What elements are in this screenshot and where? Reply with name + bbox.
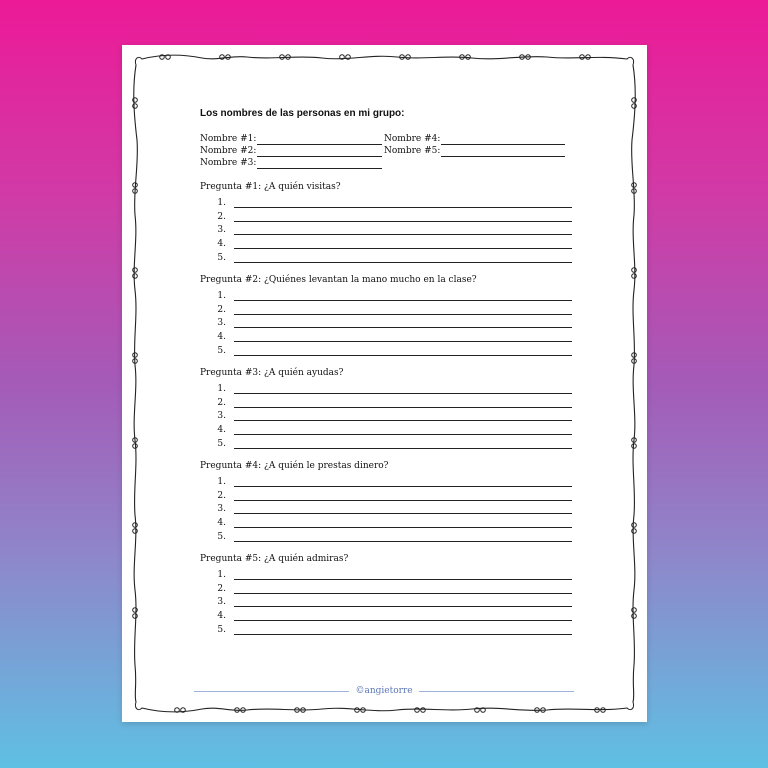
answer-number: 5. xyxy=(217,624,226,635)
answer-row[interactable] xyxy=(214,208,572,222)
answer-blank[interactable] xyxy=(234,399,572,408)
answer-list xyxy=(200,380,572,449)
answer-blank[interactable] xyxy=(234,213,572,222)
answer-blank[interactable] xyxy=(234,426,572,435)
answer-blank[interactable] xyxy=(234,226,572,235)
questions-list xyxy=(200,181,572,635)
answer-blank[interactable] xyxy=(234,254,572,263)
answer-number: 2. xyxy=(217,211,226,222)
answer-list xyxy=(200,566,572,635)
question-label: Pregunta #5: ¿A quién admiras? xyxy=(200,553,349,564)
answer-row[interactable] xyxy=(214,328,572,342)
name-blank[interactable] xyxy=(257,135,382,145)
answer-blank[interactable] xyxy=(234,240,572,249)
answer-row[interactable] xyxy=(214,594,572,608)
answer-number: 2. xyxy=(217,397,226,408)
name-label: Nombre #3: xyxy=(200,158,257,168)
answer-row[interactable] xyxy=(214,580,572,594)
answer-row[interactable] xyxy=(214,380,572,394)
name-blank[interactable] xyxy=(441,135,565,145)
page-title: Los nombres de las personas en mi grupo: xyxy=(200,108,405,119)
answer-blank[interactable] xyxy=(234,571,572,580)
answer-blank[interactable] xyxy=(234,347,572,356)
question-block-5 xyxy=(200,553,572,635)
question-block-1 xyxy=(200,181,572,263)
answer-blank[interactable] xyxy=(234,199,572,208)
question-label: Pregunta #4: ¿A quién le prestas dinero? xyxy=(200,460,389,471)
question-block-4 xyxy=(200,460,572,542)
answer-row[interactable] xyxy=(214,342,572,356)
answer-blank[interactable] xyxy=(234,385,572,394)
answer-blank[interactable] xyxy=(234,333,572,342)
answer-blank[interactable] xyxy=(234,319,572,328)
name-blank[interactable] xyxy=(441,147,565,157)
copyright-text: ©angietorre xyxy=(355,686,413,696)
answer-number: 2. xyxy=(217,490,226,501)
answer-row[interactable] xyxy=(214,528,572,542)
question-label: Pregunta #1: ¿A quién visitas? xyxy=(200,182,341,192)
answer-blank[interactable] xyxy=(234,585,572,594)
answer-number: 3. xyxy=(217,225,226,236)
answer-row[interactable] xyxy=(214,287,572,301)
answer-number: 5. xyxy=(217,252,226,263)
answer-row[interactable] xyxy=(214,301,572,315)
answer-row[interactable] xyxy=(214,421,572,435)
answer-number: 5. xyxy=(217,345,226,356)
answer-row[interactable] xyxy=(214,473,572,487)
answer-row[interactable] xyxy=(214,514,572,528)
answer-row[interactable] xyxy=(214,607,572,621)
answer-blank[interactable] xyxy=(234,292,572,301)
answer-number: 3. xyxy=(217,411,226,422)
name-blank[interactable] xyxy=(257,147,382,157)
answer-number: 4. xyxy=(217,332,226,343)
answer-row[interactable] xyxy=(214,315,572,329)
name-label: Nombre #2: xyxy=(200,146,257,156)
answer-number: 1. xyxy=(217,383,226,394)
group-names xyxy=(200,133,572,169)
answer-list xyxy=(200,194,572,263)
answer-list xyxy=(200,473,572,542)
name-label: Nombre #5: xyxy=(384,146,441,156)
answer-list xyxy=(200,287,572,356)
answer-row[interactable] xyxy=(214,501,572,515)
answer-number: 4. xyxy=(217,425,226,436)
answer-number: 1. xyxy=(217,290,226,301)
answer-blank[interactable] xyxy=(234,478,572,487)
answer-number: 4. xyxy=(217,518,226,529)
worksheet-content xyxy=(200,108,572,646)
answer-blank[interactable] xyxy=(234,626,572,635)
answer-row[interactable] xyxy=(214,621,572,635)
answer-blank[interactable] xyxy=(234,598,572,607)
answer-row[interactable] xyxy=(214,235,572,249)
name-field-2[interactable] xyxy=(200,145,384,157)
answer-blank[interactable] xyxy=(234,519,572,528)
answer-blank[interactable] xyxy=(234,505,572,514)
answer-number: 1. xyxy=(217,476,226,487)
answer-number: 3. xyxy=(217,597,226,608)
answer-blank[interactable] xyxy=(234,533,572,542)
answer-row[interactable] xyxy=(214,194,572,208)
answer-row[interactable] xyxy=(214,408,572,422)
answer-row[interactable] xyxy=(214,222,572,236)
answer-number: 2. xyxy=(217,583,226,594)
answer-row[interactable] xyxy=(214,487,572,501)
answer-number: 4. xyxy=(217,611,226,622)
answer-number: 5. xyxy=(217,531,226,542)
answer-row[interactable] xyxy=(214,435,572,449)
name-field-4[interactable] xyxy=(384,133,568,145)
footer xyxy=(194,686,574,696)
answer-blank[interactable] xyxy=(234,306,572,315)
name-label: Nombre #4: xyxy=(384,134,441,144)
question-label: Pregunta #3: ¿A quién ayudas? xyxy=(200,367,344,378)
worksheet-page xyxy=(122,45,647,722)
name-label: Nombre #1: xyxy=(200,134,257,144)
answer-number: 4. xyxy=(217,239,226,250)
answer-blank[interactable] xyxy=(234,492,572,501)
question-block-3 xyxy=(200,367,572,449)
answer-blank[interactable] xyxy=(234,440,572,449)
name-field-3[interactable] xyxy=(200,157,384,169)
answer-row[interactable] xyxy=(214,249,572,263)
footer-divider-left xyxy=(194,691,349,692)
answer-number: 2. xyxy=(217,304,226,315)
name-field-1[interactable] xyxy=(200,133,384,145)
name-field-5[interactable] xyxy=(384,145,568,157)
answer-blank[interactable] xyxy=(234,412,572,421)
name-blank[interactable] xyxy=(257,159,382,169)
answer-number: 3. xyxy=(217,318,226,329)
footer-divider-right xyxy=(419,691,574,692)
question-block-2 xyxy=(200,274,572,356)
answer-number: 1. xyxy=(217,569,226,580)
answer-number: 5. xyxy=(217,438,226,449)
answer-number: 3. xyxy=(217,504,226,515)
question-label: Pregunta #2: ¿Quiénes levantan la mano mucho en la clase? xyxy=(200,274,477,285)
answer-row[interactable] xyxy=(214,566,572,580)
answer-number: 1. xyxy=(217,197,226,208)
answer-blank[interactable] xyxy=(234,612,572,621)
answer-row[interactable] xyxy=(214,394,572,408)
